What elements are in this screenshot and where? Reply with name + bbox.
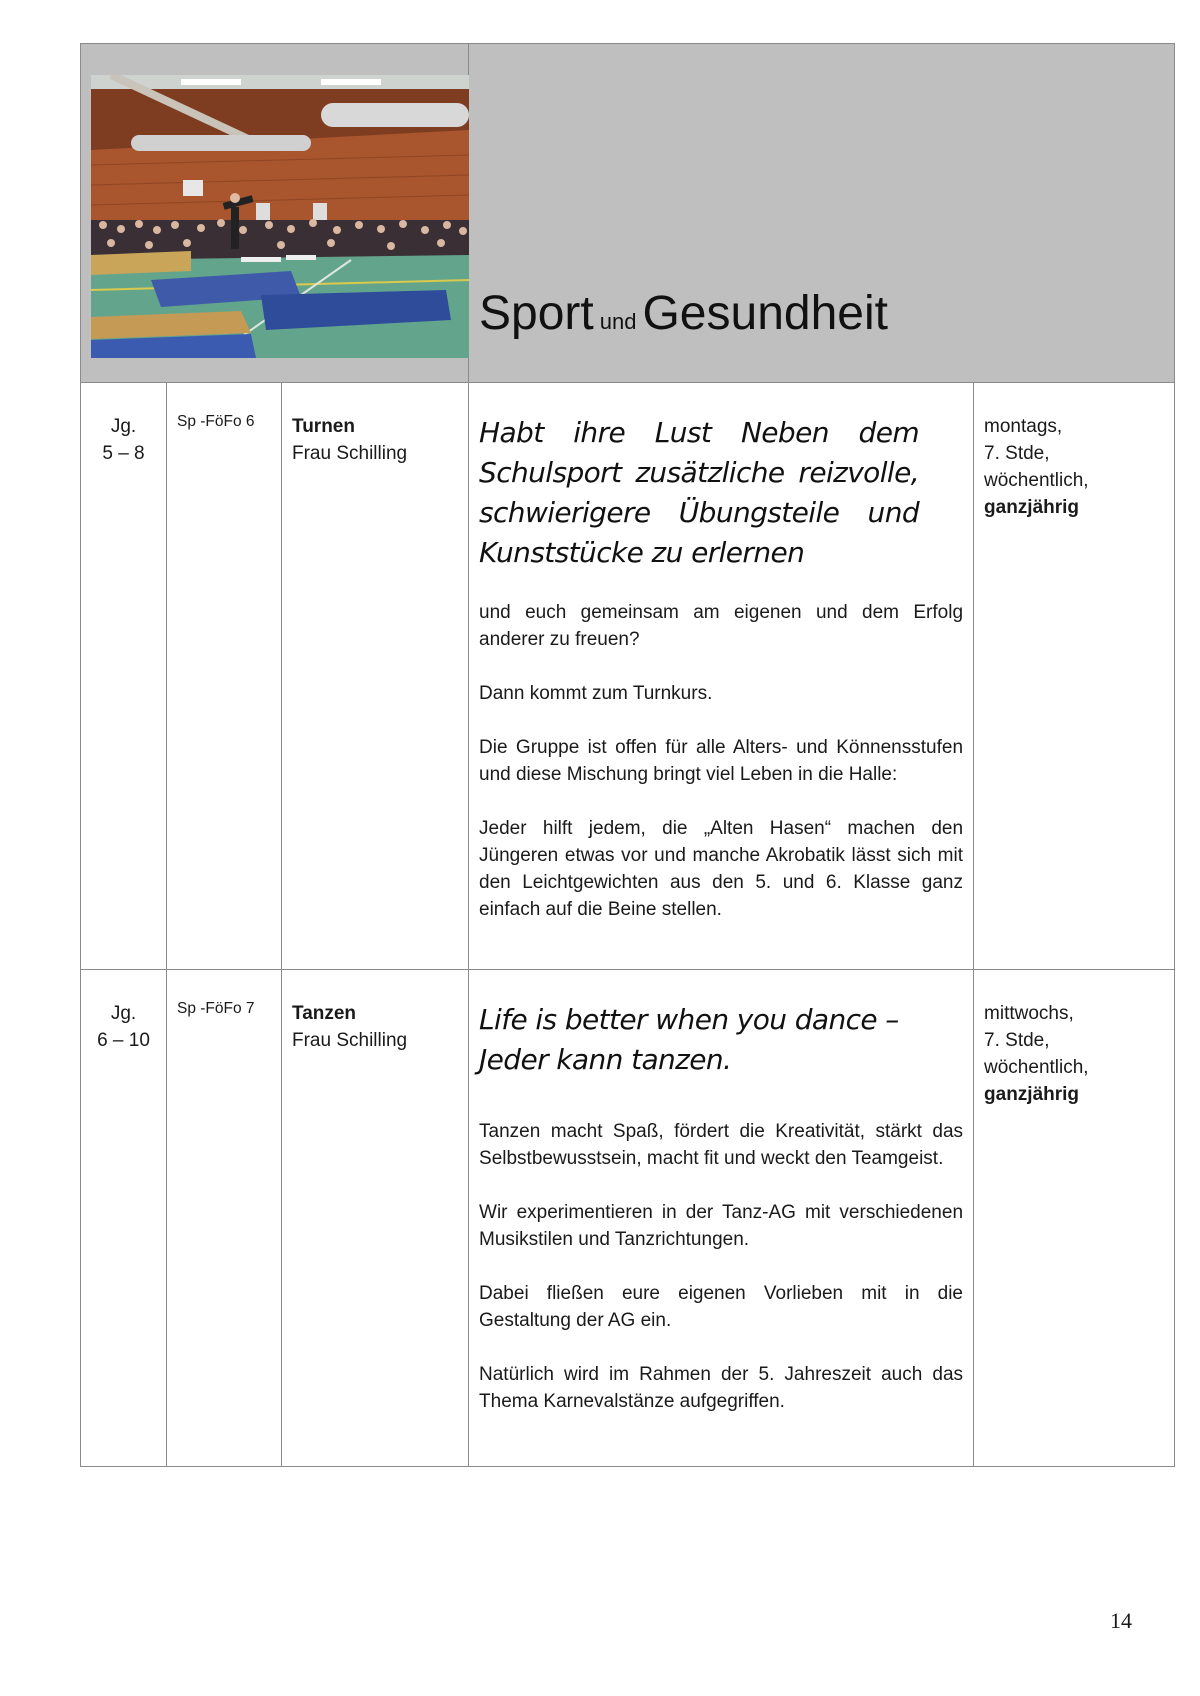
title-und: und — [599, 309, 637, 334]
schedule-day: mittwochs, — [984, 1003, 1074, 1024]
course-description — [469, 383, 974, 970]
course-headline-line2: Jeder kann tanzen. — [479, 1043, 732, 1076]
header-photo-cell — [81, 44, 469, 383]
grade-range: 6 – 10 — [97, 1030, 150, 1051]
course-headline: Habt ihre Lust Neben dem Schulsport zusätzliche reizvolle, schwierigere Übungsteile und Kunststücke zu erlernen — [479, 416, 920, 569]
schedule-frequency: wöchentlich, — [984, 1057, 1089, 1078]
course-title: Tanzen — [292, 1003, 357, 1024]
description-paragraph: Wir experimentieren in der Tanz-AG mit verschiedenen Musikstilen und Tanzrichtungen. — [479, 1202, 964, 1250]
schedule-cell — [974, 383, 1175, 970]
grade-label: Jg. — [110, 416, 137, 437]
course-description — [469, 970, 974, 1467]
teacher-name: Frau Schilling — [292, 443, 408, 464]
header-title-cell — [469, 44, 1175, 383]
course-code: Sp -FöFo 6 — [167, 383, 282, 970]
section-title — [479, 286, 888, 341]
schedule-frequency: wöchentlich, — [984, 470, 1089, 491]
course-table — [80, 43, 1175, 1467]
description-paragraph: Die Gruppe ist offen für alle Alters- und Könnensstufen und diese Mischung bringt viel Leben in die Halle: — [479, 737, 964, 785]
grade-label: Jg. — [110, 1003, 137, 1024]
gym-photo — [91, 75, 469, 358]
course-name-cell — [282, 970, 469, 1467]
description-paragraph: Tanzen macht Spaß, fördert die Kreativität, stärkt das Selbstbewusstsein, macht fit und weckt den Teamgeist. — [479, 1121, 964, 1169]
page-number: 14 — [1110, 1608, 1132, 1633]
section-header-row — [81, 44, 1175, 383]
schedule-duration: ganzjährig — [984, 497, 1080, 518]
course-headline-line1: Life is better when you dance – — [479, 1003, 899, 1036]
schedule-duration: ganzjährig — [984, 1084, 1080, 1105]
schedule-day: montags, — [984, 416, 1063, 437]
title-sport: Sport — [479, 287, 594, 340]
course-name-cell — [282, 383, 469, 970]
description-paragraph: und euch gemeinsam am eigenen und dem Erfolg anderer zu freuen? — [479, 602, 964, 650]
description-paragraph: Dabei fließen eure eigenen Vorlieben mit in die Gestaltung der AG ein. — [479, 1283, 964, 1331]
schedule-cell — [974, 970, 1175, 1467]
grade-cell — [81, 970, 167, 1467]
description-paragraph: Natürlich wird im Rahmen der 5. Jahreszeit auch das Thema Karnevalstänze aufgegriffen. — [479, 1364, 964, 1412]
description-paragraph: Jeder hilft jedem, die „Alten Hasen“ machen den Jüngeren etwas vor und manche Akrobatik lässt sich mit den Leichtgewichten aus den 5. und 6. Klasse ganz einfach auf die Beine stellen. — [479, 818, 964, 920]
schedule-period: 7. Stde, — [984, 443, 1050, 464]
description-paragraph: Dann kommt zum Turnkurs. — [479, 683, 713, 704]
title-gesundheit: Gesundheit — [642, 287, 888, 340]
grade-range: 5 – 8 — [102, 443, 145, 464]
grade-cell — [81, 383, 167, 970]
course-row-turnen — [81, 383, 1175, 970]
schedule-period: 7. Stde, — [984, 1030, 1050, 1051]
teacher-name: Frau Schilling — [292, 1030, 408, 1051]
course-row-tanzen — [81, 970, 1175, 1467]
course-title: Turnen — [292, 416, 355, 437]
course-code: Sp -FöFo 7 — [167, 970, 282, 1467]
